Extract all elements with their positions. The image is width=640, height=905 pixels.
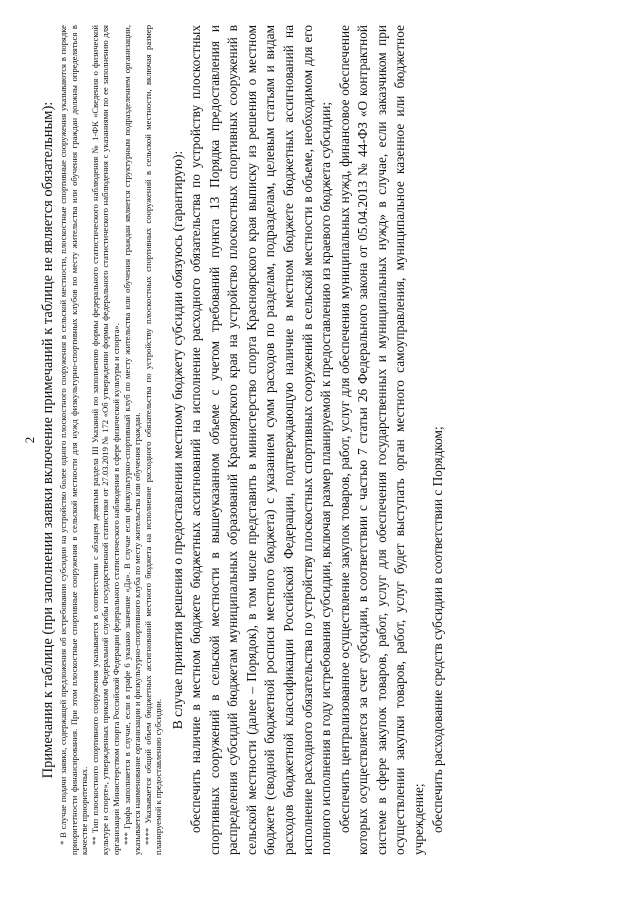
commitment-paragraph-2: обеспечить централизованное осуществление закупок товаров, работ, услуг для обеспечения муниципальных нужд, финансовое обеспечение которых осуществляется за счет субсидии, в соответствии с частью 7 статьи 26 Федерального закона от 05.04.2013 № 44-ФЗ «О контрактной системе в сфере закупок товаров, работ, услуг для обеспечения государственных и муниципальных нужд» в случае, если заказчиком при осуществлении закупки товаров, работ, услуг будет выступать орган местного самоуправления, муниципальное казенное или бюджетное учреждение; (336, 25, 427, 855)
notes-title: Примечания к таблице (при заполнении заявки включение примечаний к таблице не является обязательным): (40, 101, 56, 779)
footnote-4: **** Указывается общий объем бюджетных ассигнований местного бюджета на исполнение расходного обязательства по устройству плоскостных спортивных сооружений в сельской местности, включая размер планируемой к предоставлению субсидии. (142, 25, 164, 855)
footnote-3: *** Графа заполняется в случае, если в графе 6 указано значение «Да». В случае если физкультурно-спортивный клуб по месту жительства или обучения граждан является структурным подразделением организации, указывается наименование организации и физкультурно-спортивного клуба по месту жительства или обучения граждан. (121, 25, 143, 855)
commitment-paragraph-1: обеспечить наличие в местном бюджете бюджетных ассигнований на исполнение расходного обязательства по устройству плоскостных спортивных сооружений в сельской местности в вышеуказанном объеме с учетом требований пункта 13 Порядка предоставления и распределения субсидий бюджетам муниципальных образований Красноярского края на устройство плоскостных спортивных сооружений в сельской местности (далее – Порядок), в том числе представить в министерство спорта Красноярского края выписку из решения о местном бюджете (сводной бюджетной росписи местного бюджета) с указанием сумм расходов по разделам, подразделам, целевым статьям и видам расходов бюджетной классификации Российской Федерации, подтверждающую наличие в местном бюджете бюджетных ассигнований на исполнение расходного обязательства по устройству плоскостных спортивных сооружений в сельской местности в объеме, необходимом для его полного исполнения в году истребования субсидии, включая размер планируемой к предоставлению из краевого бюджета субсидии; (187, 25, 334, 855)
page-number: 2 (22, 436, 37, 444)
commitment-paragraph-3: обеспечить расходование средств субсидии в соответствии с Порядком; (429, 426, 445, 833)
commitment-title: В случае принятия решения о предоставлении местному бюджету субсидии обязуюсь (гарантирую): (169, 150, 185, 730)
rotated-document-page (10, 0, 630, 895)
footnote-1: * В случае подачи заявки, содержащей предложения об истребовании субсидии на устройство более одного плоскостного сооружения в сельской местности, плоскостные спортивные сооружения указываются в порядке приоритетности финансирования. При этом плоскостные спортивные сооружения в сельской местности для нужд физкультурно-спортивных клубов по месту жительства или обучения граждан должны определяться в качестве приоритетных. (58, 25, 90, 855)
footnote-2: ** Тип плоскостного спортивного сооружения указывается в соответствии с абзацем девятым раздела III Указаний по заполнению формы федерального статистического наблюдения № 1-ФК «Сведения о физической культуре и спорте», утвержденных приказом Федеральной службы государственной статистики от 27.03.2019 № 172 «Об утверждении формы федерального статистического наблюдения с указаниями по ее заполнению для организации Министерством спорта Российской Федерации федерального статистического наблюдения в сфере физической культуры и спорта». (89, 25, 121, 855)
